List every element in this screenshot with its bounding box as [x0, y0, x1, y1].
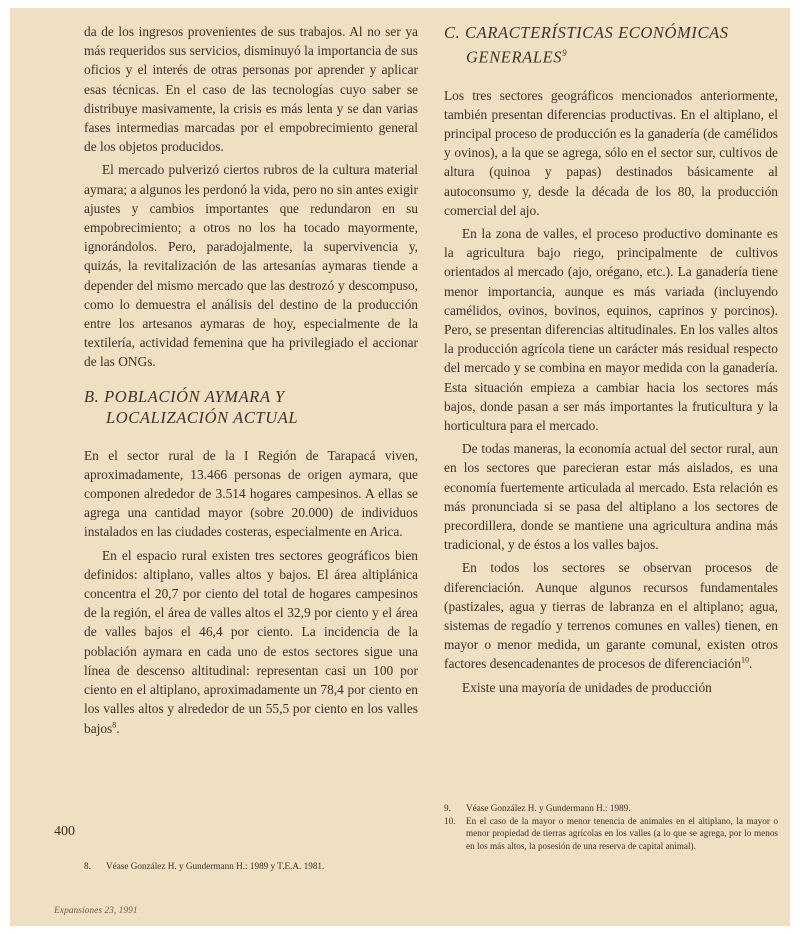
footnote [444, 802, 778, 815]
footnote-ref: 9 [562, 48, 567, 58]
footnote-number: 8. [84, 861, 91, 871]
paragraph-text: En todos los sectores se observan procesos de diferenciación. Aunque algunos recursos fundamentales (pastizales, agua y tierras de labranza en el altiplano; agua, sistemas de regadío y terrenos comunes en valles) tienen, en mayor o menor medida, un garante comunal, existen otros factores desencadenantes de procesos de diferenciación [444, 560, 778, 672]
footnote [84, 860, 418, 873]
paragraph: En el sector rural de la I Región de Tarapacá viven, aproximadamente, 13.466 personas de origen aymara, que componen alrededor de 3.514 hogares campesinos. A ellas se agrega una cantidad mayor (sobre 20.000) de individuos instalados en las ciudades costeras, especialmente en Arica. [84, 447, 418, 540]
right-column [444, 22, 778, 697]
paragraph-end: . [116, 720, 120, 736]
footnote-text: Véase González H. y Gundermann H.: 1989. [466, 803, 631, 813]
heading-text: GENERALES [466, 47, 563, 67]
footnote-text: Véase González H. y Gundermann H.: 1989 y T.E.A. 1981. [106, 861, 325, 871]
paragraph: En la zona de valles, el proceso productivo dominante es la agricultura bajo riego, principalmente de cultivos orientados al mercado (ajo, orégano, etc.). La ganadería tiene menor importancia, aunque es más variada (incluyendo camélidos, ovinos, bovinos, equinos, caprinos y porcinos). Pero, se presentan diferencias altitudinales. En los valles altos la producción agrícola tiene un carácter más residual respecto del mercado y se combina en mayor medida con la ganadería. Esta situación empieza a cambiar hacia los sectores más bajos, donde pasan a ser más importantes la fruticultura y la horticultura para el mercado. [444, 225, 778, 433]
paragraph [84, 546, 418, 738]
footnotes-left [84, 860, 418, 873]
paragraph: Los tres sectores geográficos mencionados anteriormente, también presentan diferencias productivas. En el altiplano, el principal proceso de producción es la ganadería (de camélidos y ovinos), a la que se agrega, sólo en el sector sur, cultivos de altura (quinoa y papas) destinados básicamente al autoconsumo y, desde la década de los 80, la producción comercial del ajo. [444, 87, 778, 218]
footnote-ref: 8 [112, 720, 117, 730]
heading-line: C. CARACTERÍSTICAS ECONÓMICAS [444, 23, 729, 42]
heading-line [444, 43, 778, 68]
paragraph: De todas maneras, la economía actual del sector rural, aun en los sectores que parecieran estar más aislados, es una economía fuertemente articulada al mercado. Esta relación es más pronunciada si se pasa del altiplano a los sectores de precordillera, donde se mantiene una agricultura andina más tradicional, y de éstos a los valles bajos. [444, 441, 778, 553]
paragraph-end: . [749, 656, 753, 672]
footnote-text: En el caso de la mayor o menor tenencia de animales en el altiplano, la mayor o menor propiedad de tierras agrícolas en los valles (a lo que se agrega, por lo menos en los más altos, la posesión de una reserva de capital animal). [466, 815, 778, 851]
footnote-number: 9. [444, 803, 451, 813]
page-number: 400 [54, 824, 75, 839]
paragraph: da de los ingresos provenientes de sus trabajos. Al no ser ya más requeridos sus servicios, disminuyó la importancia de sus oficios y el interés de otras personas por aprender y aplicar esas técnicas. En el caso de las tecnologías cuyo saber se distribuye masivamente, la crisis es más lenta y se dan varias fases intermedias marcadas por el empobrecimiento general de los objetos producidos. [84, 24, 418, 155]
footnote [444, 815, 778, 853]
footnote-ref: 10 [741, 655, 750, 665]
journal-footer: Expansiones 23, 1991 [54, 906, 138, 916]
paragraph: El mercado pulverizó ciertos rubros de la cultura material aymara; a algunos les perdonó la vida, pero no sin antes exigir ajustes y cambios importantes que redundaron en su empobrecimiento; a otros no los ha tocado mayormente, ignorándolos. Pero, paradojalmente, la supervivencia y, quizás, la revitalización de las artesanías aymaras tiende a depender del mismo mercado que las destrozó y descompuso, como lo demuestra el análisis del destino de la producción entre los artesanos aymaras de hoy, especialmente de la textilería, actividad femenina que ha privilegiado el accionar de las ONGs. [84, 162, 418, 370]
heading-line: LOCALIZACIÓN ACTUAL [106, 407, 299, 427]
book-page [10, 8, 790, 926]
heading-line: B. POBLACIÓN AYMARA Y [84, 386, 285, 406]
paragraph [444, 558, 778, 673]
section-heading-b [84, 386, 418, 428]
paragraph-text: En el espacio rural existen tres sectores geográficos bien definidos: altiplano, valles altos y bajos. El área altiplánica concentra el 20,7 por ciento del total de hogares campesinos de la región, el área de valles altos el 32,9 por ciento y el área de valles bajos el 46,4 por ciento. La incidencia de la población aymara en cada uno de estos sectores sigue una línea de descenso altitudinal: representan casi un 100 por ciento en el altiplano, aproximadamente un 78,4 por ciento en los valles altos y alrededor de un 55,5 por ciento en los valles bajos [84, 547, 418, 736]
section-heading-c [444, 22, 778, 68]
footnotes-right [444, 802, 778, 852]
paragraph: Existe una mayoría de unidades de producción [462, 679, 712, 695]
footnote-number: 10. [444, 815, 456, 826]
left-column [84, 22, 418, 738]
